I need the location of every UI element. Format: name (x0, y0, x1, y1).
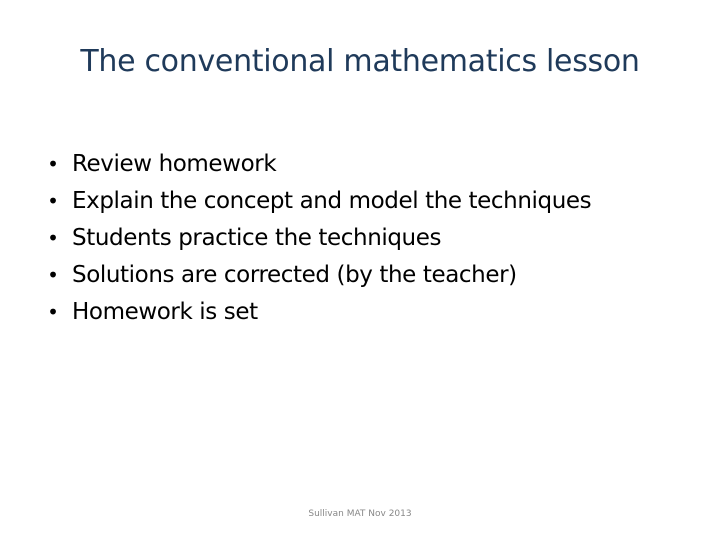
bullet-icon: • (47, 189, 59, 213)
bullet-icon: • (47, 152, 59, 176)
bullet-text: Students practice the techniques (72, 225, 442, 251)
bullet-text: Explain the concept and model the techniques (72, 188, 592, 214)
slide-footer: Sullivan MAT Nov 2013 (308, 509, 412, 519)
bullet-text: Solutions are corrected (by the teacher) (72, 262, 517, 288)
slide-title: The conventional mathematics lesson (80, 44, 640, 79)
bullet-text: Review homework (72, 151, 277, 177)
bullet-icon: • (47, 300, 59, 324)
bullet-icon: • (47, 263, 59, 287)
bullet-icon: • (47, 226, 59, 250)
bullet-text: Homework is set (72, 299, 258, 325)
